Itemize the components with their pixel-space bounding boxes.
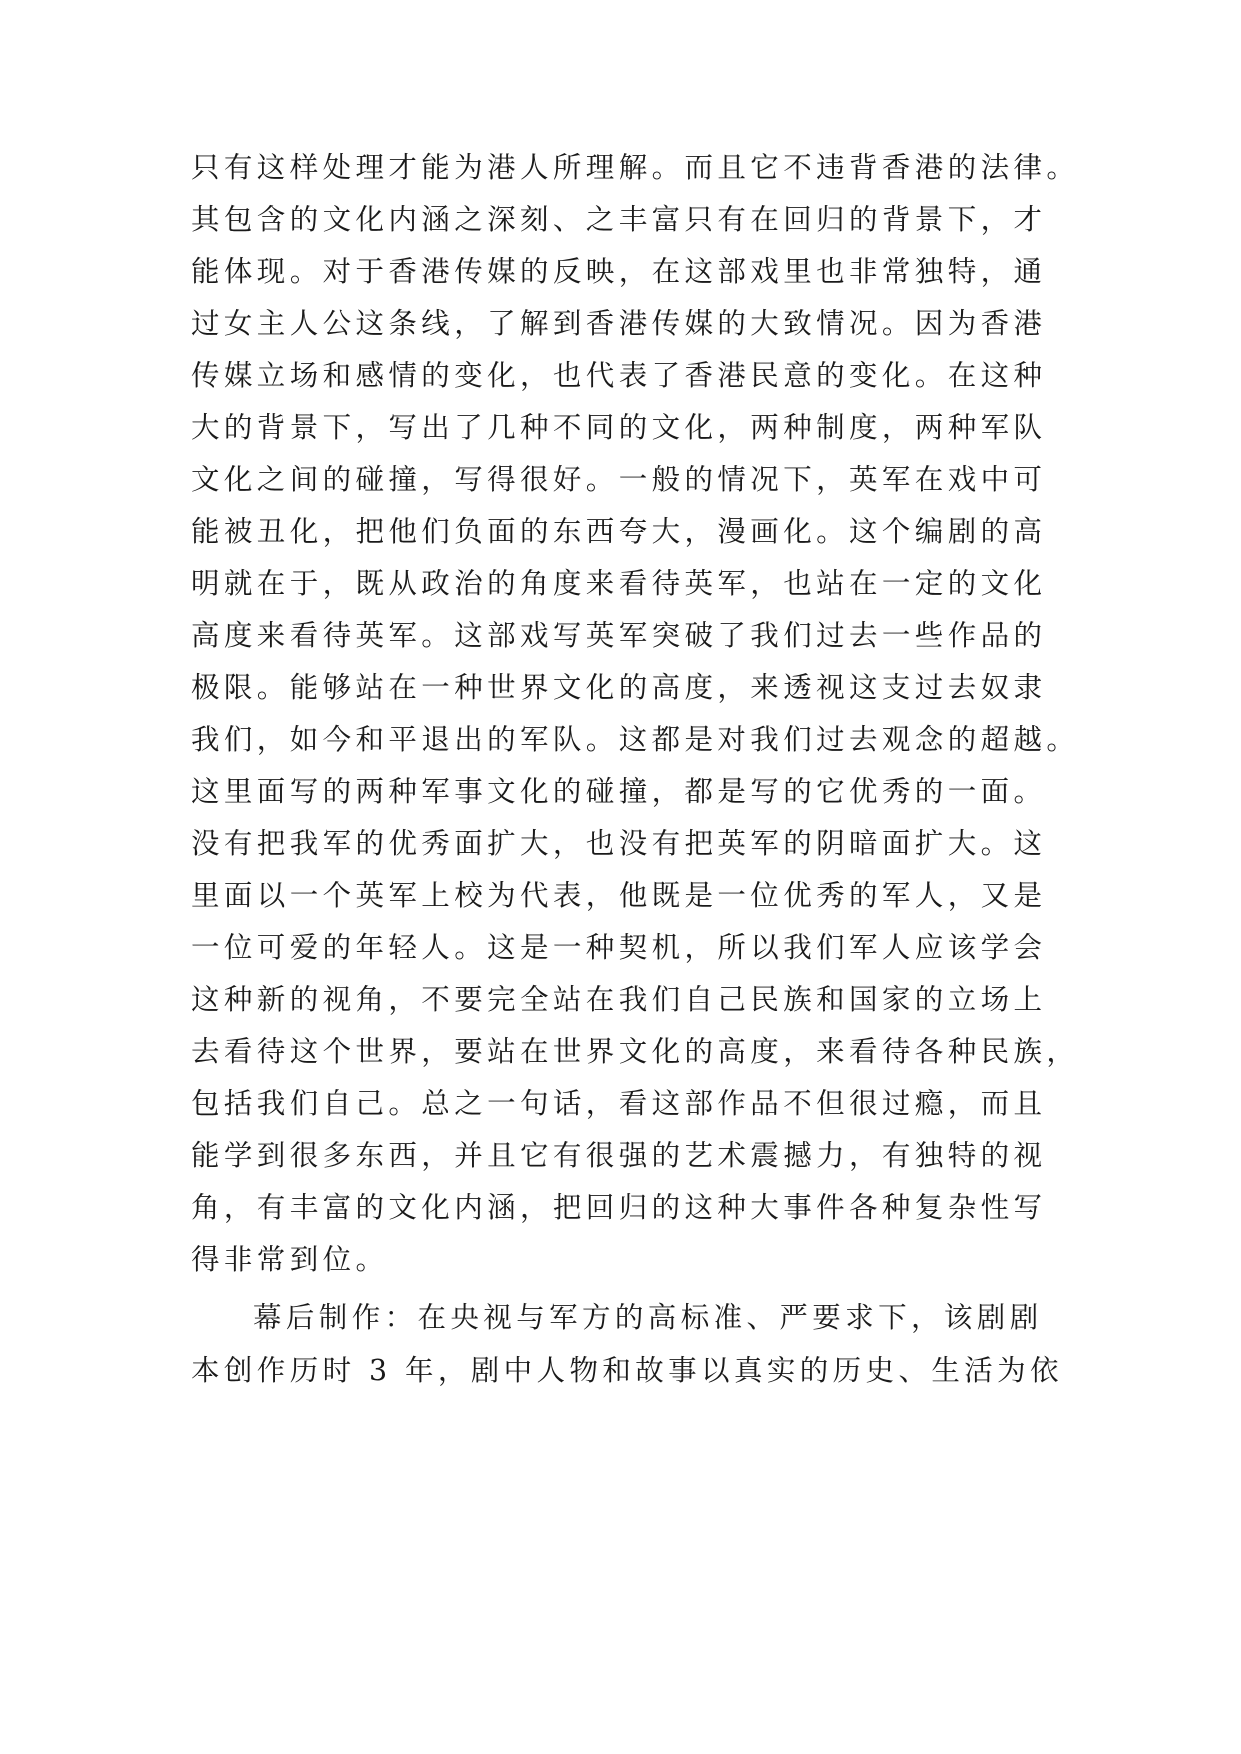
text-line: 里面以一个英军上校为代表，他既是一位优秀的军人，又是 — [191, 879, 1047, 912]
text-line: 大的背景下，写出了几种不同的文化，两种制度，两种军队 — [191, 411, 1047, 444]
text-line: 我们，如今和平退出的军队。这都是对我们过去观念的超越。 — [191, 723, 1080, 756]
text-line: 包括我们自己。总之一句话，看这部作品不但很过瘾，而且 — [191, 1087, 1047, 1120]
text-line: 其包含的文化内涵之深刻、之丰富只有在回归的背景下，才 — [191, 203, 1047, 236]
text-line: 能体现。对于香港传媒的反映，在这部戏里也非常独特，通 — [191, 255, 1047, 288]
text-line: 一位可爱的年轻人。这是一种契机，所以我们军人应该学会 — [191, 931, 1047, 964]
paragraph-start-line: 幕后制作：在央视与军方的高标准、严要求下，该剧剧 — [253, 1301, 1043, 1334]
text-line: 去看待这个世界，要站在世界文化的高度，来看待各种民族， — [191, 1035, 1080, 1068]
text-line: 没有把我军的优秀面扩大，也没有把英军的阴暗面扩大。这 — [191, 827, 1047, 860]
text-line: 这里面写的两种军事文化的碰撞，都是写的它优秀的一面。 — [191, 775, 1047, 808]
text-line: 过女主人公这条线，了解到香港传媒的大致情况。因为香港 — [191, 307, 1047, 340]
text-line: 角，有丰富的文化内涵，把回归的这种大事件各种复杂性写 — [191, 1191, 1047, 1224]
text-line: 能被丑化，把他们负面的东西夸大，漫画化。这个编剧的高 — [191, 515, 1047, 548]
text-line: 能学到很多东西，并且它有很强的艺术震撼力，有独特的视 — [191, 1139, 1047, 1172]
text-line: 高度来看待英军。这部戏写英军突破了我们过去一些作品的 — [191, 619, 1047, 652]
text-line: 只有这样处理才能为港人所理解。而且它不违背香港的法律。 — [191, 151, 1080, 184]
text-line: 传媒立场和感情的变化，也代表了香港民意的变化。在这种 — [191, 359, 1047, 392]
text-line: 本创作历时 3 年，剧中人物和故事以真实的历史、生活为依 — [191, 1354, 1063, 1387]
text-line: 明就在于，既从政治的角度来看待英军，也站在一定的文化 — [191, 567, 1047, 600]
text-line: 得非常到位。 — [191, 1243, 389, 1276]
text-line: 这种新的视角，不要完全站在我们自己民族和国家的立场上 — [191, 983, 1047, 1016]
text-line: 极限。能够站在一种世界文化的高度，来透视这支过去奴隶 — [191, 671, 1047, 704]
text-line: 文化之间的碰撞，写得很好。一般的情况下，英军在戏中可 — [191, 463, 1047, 496]
